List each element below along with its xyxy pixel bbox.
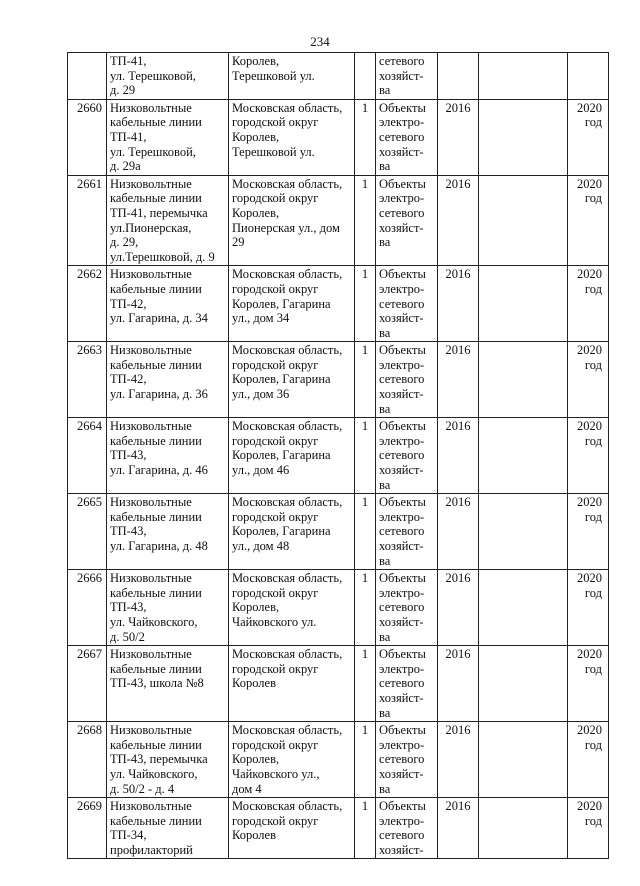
object-name: Низковольтные кабельные линии ТП-43, ул. Чайковского, д. 50/2 (107, 570, 229, 646)
object-name: Низковольтные кабельные линии ТП-42, ул. Гагарина, д. 34 (107, 266, 229, 342)
category: Объекты электро- сетевого хозяйст- ва (376, 175, 438, 266)
year: 2016 (438, 418, 479, 494)
quantity: 1 (355, 646, 376, 722)
table-row (68, 266, 609, 342)
row-number: 2667 (68, 646, 107, 722)
row-number (68, 53, 107, 100)
completion-year: 2020 год (568, 342, 609, 418)
object-address: Московская область, городской округ Королев, Чайковского ул., дом 4 (229, 722, 355, 798)
quantity: 1 (355, 798, 376, 859)
object-name: Низковольтные кабельные линии ТП-43, ул. Гагарина, д. 46 (107, 418, 229, 494)
object-address: Королев, Терешковой ул. (229, 53, 355, 100)
year: 2016 (438, 175, 479, 266)
empty-cell (479, 494, 568, 570)
quantity: 1 (355, 266, 376, 342)
category: Объекты электро- сетевого хозяйст- ва (376, 646, 438, 722)
table-row (68, 646, 609, 722)
object-name: Низковольтные кабельные линии ТП-41, перемычка ул.Пионерская, д. 29, ул.Терешковой, д. 9 (107, 175, 229, 266)
empty-cell (479, 646, 568, 722)
year: 2016 (438, 494, 479, 570)
page-number: 234 (310, 34, 330, 49)
table-row (68, 175, 609, 266)
row-number: 2660 (68, 99, 107, 175)
object-address: Московская область, городской округ Королев, Чайковского ул. (229, 570, 355, 646)
table-row (68, 342, 609, 418)
object-name: Низковольтные кабельные линии ТП-43, школа №8 (107, 646, 229, 722)
empty-cell (479, 342, 568, 418)
year (438, 53, 479, 100)
object-name: Низковольтные кабельные линии ТП-43, ул. Гагарина, д. 48 (107, 494, 229, 570)
table-row (68, 53, 609, 100)
object-address: Московская область, городской округ Королев, Гагарина ул., дом 34 (229, 266, 355, 342)
completion-year (568, 53, 609, 100)
row-number: 2661 (68, 175, 107, 266)
category: Объекты электро- сетевого хозяйст- (376, 798, 438, 859)
table-row (68, 418, 609, 494)
quantity: 1 (355, 342, 376, 418)
quantity: 1 (355, 570, 376, 646)
category: Объекты электро- сетевого хозяйст- ва (376, 342, 438, 418)
object-address: Московская область, городской округ Королев (229, 798, 355, 859)
row-number: 2663 (68, 342, 107, 418)
completion-year: 2020 год (568, 175, 609, 266)
empty-cell (479, 418, 568, 494)
table-row (68, 722, 609, 798)
object-name: Низковольтные кабельные линии ТП-34, профилакторий (107, 798, 229, 859)
empty-cell (479, 722, 568, 798)
object-address: Московская область, городской округ Королев, Гагарина ул., дом 48 (229, 494, 355, 570)
year: 2016 (438, 99, 479, 175)
category: сетевого хозяйст- ва (376, 53, 438, 100)
object-address: Московская область, городской округ Королев (229, 646, 355, 722)
category: Объекты электро- сетевого хозяйст- ва (376, 266, 438, 342)
table-row (68, 494, 609, 570)
empty-cell (479, 266, 568, 342)
row-number: 2662 (68, 266, 107, 342)
category: Объекты электро- сетевого хозяйст- ва (376, 570, 438, 646)
object-address: Московская область, городской округ Королев, Пионерская ул., дом 29 (229, 175, 355, 266)
quantity: 1 (355, 722, 376, 798)
year: 2016 (438, 722, 479, 798)
category: Объекты электро- сетевого хозяйст- ва (376, 99, 438, 175)
object-name: Низковольтные кабельные линии ТП-42, ул. Гагарина, д. 36 (107, 342, 229, 418)
table-row (68, 99, 609, 175)
row-number: 2664 (68, 418, 107, 494)
completion-year: 2020 год (568, 646, 609, 722)
quantity: 1 (355, 494, 376, 570)
completion-year: 2020 год (568, 494, 609, 570)
year: 2016 (438, 798, 479, 859)
completion-year: 2020 год (568, 99, 609, 175)
object-address: Московская область, городской округ Королев, Гагарина ул., дом 46 (229, 418, 355, 494)
object-name: ТП-41, ул. Терешковой, д. 29 (107, 53, 229, 100)
quantity: 1 (355, 175, 376, 266)
completion-year: 2020 год (568, 570, 609, 646)
row-number: 2666 (68, 570, 107, 646)
category: Объекты электро- сетевого хозяйст- ва (376, 494, 438, 570)
category: Объекты электро- сетевого хозяйст- ва (376, 722, 438, 798)
object-name: Низковольтные кабельные линии ТП-43, перемычка ул. Чайковского, д. 50/2 - д. 4 (107, 722, 229, 798)
year: 2016 (438, 266, 479, 342)
table-row (68, 570, 609, 646)
object-name: Низковольтные кабельные линии ТП-41, ул. Терешковой, д. 29а (107, 99, 229, 175)
completion-year: 2020 год (568, 722, 609, 798)
object-address: Московская область, городской округ Королев, Терешковой ул. (229, 99, 355, 175)
registry-table (67, 52, 609, 859)
completion-year: 2020 год (568, 266, 609, 342)
quantity: 1 (355, 418, 376, 494)
completion-year: 2020 год (568, 798, 609, 859)
empty-cell (479, 798, 568, 859)
row-number: 2665 (68, 494, 107, 570)
year: 2016 (438, 646, 479, 722)
quantity: 1 (355, 99, 376, 175)
table-row (68, 798, 609, 859)
empty-cell (479, 53, 568, 100)
empty-cell (479, 175, 568, 266)
quantity (355, 53, 376, 100)
row-number: 2668 (68, 722, 107, 798)
empty-cell (479, 99, 568, 175)
object-address: Московская область, городской округ Королев, Гагарина ул., дом 36 (229, 342, 355, 418)
year: 2016 (438, 342, 479, 418)
empty-cell (479, 570, 568, 646)
row-number: 2669 (68, 798, 107, 859)
completion-year: 2020 год (568, 418, 609, 494)
year: 2016 (438, 570, 479, 646)
category: Объекты электро- сетевого хозяйст- ва (376, 418, 438, 494)
